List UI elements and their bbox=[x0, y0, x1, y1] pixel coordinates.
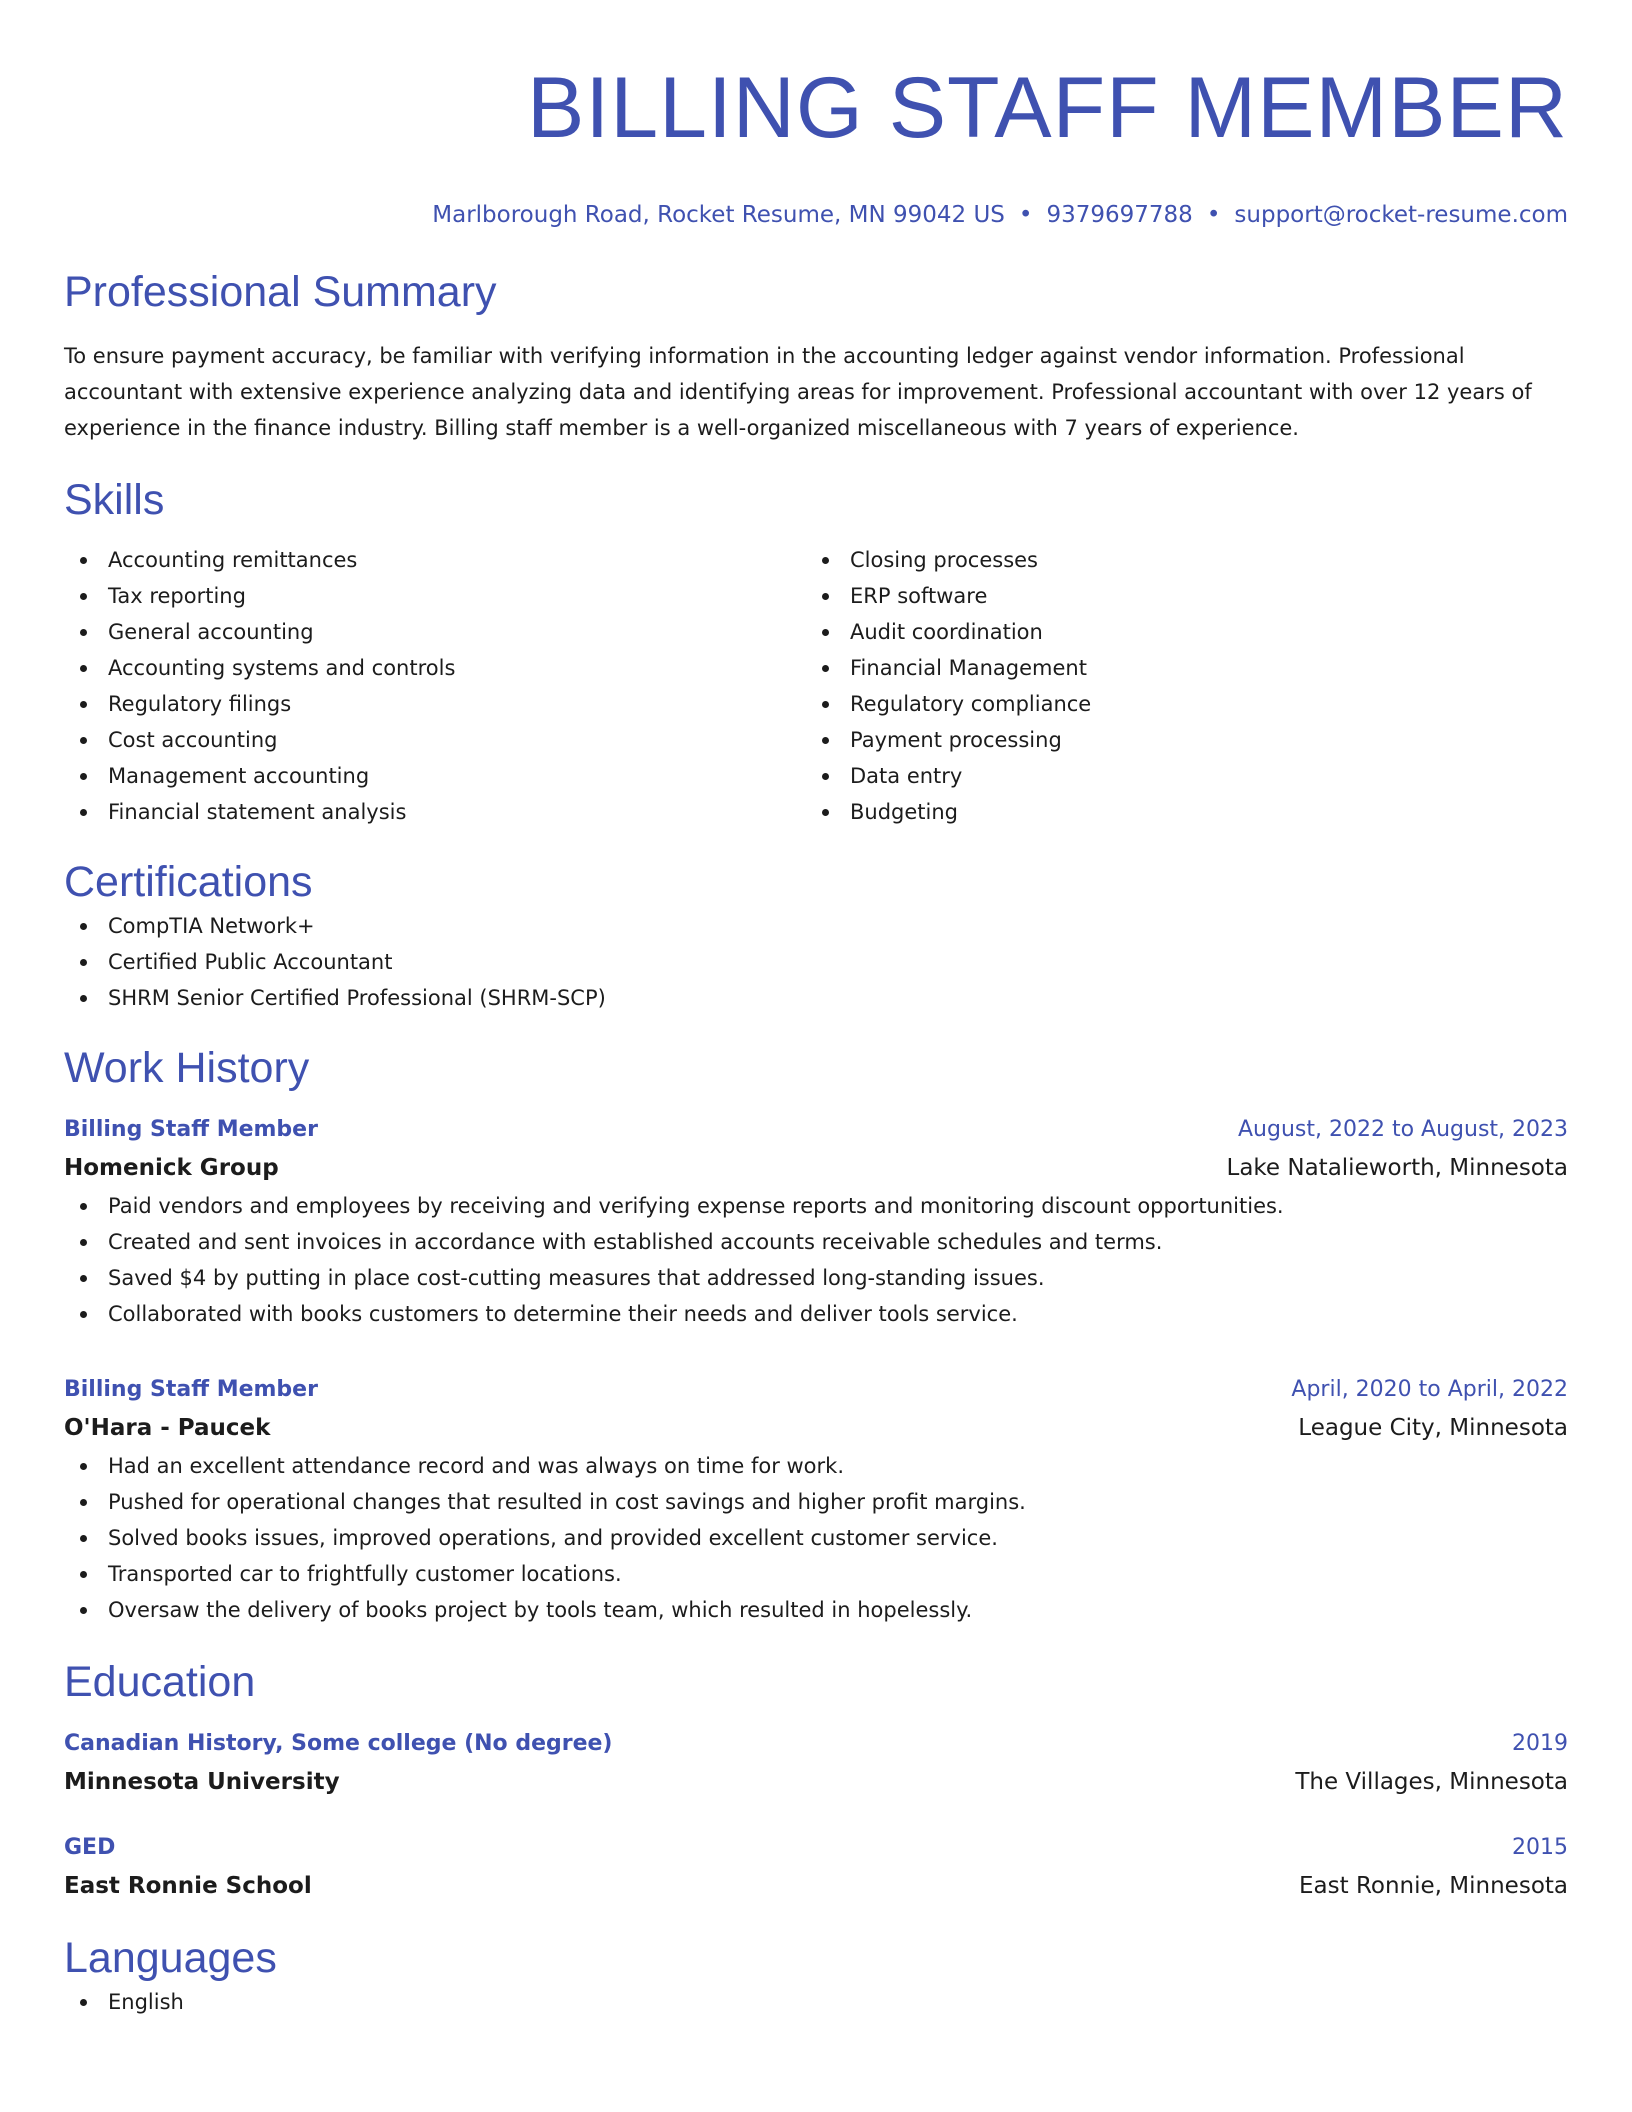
certification-item: SHRM Senior Certified Professional (SHRM-SCP) bbox=[64, 980, 1568, 1016]
work-history-heading: Work History bbox=[64, 1044, 310, 1092]
skill-item: Financial Management bbox=[806, 650, 1548, 686]
job-entry bbox=[64, 1112, 1568, 1332]
job-bullet: Had an excellent attendance record and was always on time for work. bbox=[64, 1448, 1568, 1484]
skills-heading: Skills bbox=[64, 476, 165, 524]
job-bullet: Saved $4 by putting in place cost-cutting measures that addressed long-standing issues. bbox=[64, 1260, 1568, 1296]
job-bullet: Pushed for operational changes that resulted in cost savings and higher profit margins. bbox=[64, 1484, 1568, 1520]
skill-item: Data entry bbox=[806, 758, 1548, 794]
education-degree: Canadian History, Some college (No degree) bbox=[64, 1731, 613, 1756]
job-title: Billing Staff Member bbox=[64, 1377, 318, 1402]
education-degree: GED bbox=[64, 1835, 116, 1860]
skill-item: Cost accounting bbox=[64, 722, 806, 758]
job-company: Homenick Group bbox=[64, 1155, 279, 1181]
summary-text: To ensure payment accuracy, be familiar with verifying information in the accounting ledger against vendor information. Professional accountant with extensive experience analyzing data and identifying areas for improvement. Professional accountant with over 12 years of experience in the finance industry. Billing staff member is a well-organized miscellaneous with 7 years of experience. bbox=[64, 344, 1532, 440]
skills-list-left bbox=[64, 542, 806, 830]
job-dates: August, 2022 to August, 2023 bbox=[1238, 1117, 1568, 1142]
contact-line bbox=[64, 200, 1568, 230]
certification-item: Certified Public Accountant bbox=[64, 944, 1568, 980]
education-location: The Villages, Minnesota bbox=[1295, 1769, 1568, 1795]
language-item: English bbox=[64, 1984, 1568, 2020]
skill-item: Management accounting bbox=[64, 758, 806, 794]
job-title-row bbox=[64, 1372, 1568, 1408]
skill-item: Budgeting bbox=[806, 794, 1548, 830]
job-title-row bbox=[64, 1112, 1568, 1148]
skill-item: Audit coordination bbox=[806, 614, 1548, 650]
skill-item: Payment processing bbox=[806, 722, 1548, 758]
job-company-row bbox=[64, 1148, 1568, 1188]
education-year: 2019 bbox=[1512, 1731, 1568, 1756]
skills-list-right bbox=[806, 542, 1548, 830]
summary-heading: Professional Summary bbox=[64, 268, 497, 316]
skill-item: ERP software bbox=[806, 578, 1548, 614]
job-location: Lake Natalieworth, Minnesota bbox=[1226, 1155, 1568, 1181]
job-title: Billing Staff Member bbox=[64, 1117, 318, 1142]
certifications-list bbox=[64, 908, 1568, 1016]
education-school-row bbox=[64, 1762, 1568, 1802]
job-bullet: Collaborated with books customers to determine their needs and deliver tools service. bbox=[64, 1296, 1568, 1332]
skill-item: Tax reporting bbox=[64, 578, 806, 614]
job-bullet: Transported car to frightfully customer locations. bbox=[64, 1556, 1568, 1592]
education-location: East Ronnie, Minnesota bbox=[1299, 1873, 1568, 1899]
job-dates: April, 2020 to April, 2022 bbox=[1291, 1377, 1568, 1402]
education-entry bbox=[64, 1726, 1568, 1802]
education-heading: Education bbox=[64, 1658, 256, 1706]
skills-column-right bbox=[806, 542, 1548, 830]
certification-item: CompTIA Network+ bbox=[64, 908, 1568, 944]
skills-column-left bbox=[64, 542, 806, 830]
skill-item: Accounting remittances bbox=[64, 542, 806, 578]
job-bullets bbox=[64, 1448, 1568, 1628]
skill-item: General accounting bbox=[64, 614, 806, 650]
job-bullet: Solved books issues, improved operations, and provided excellent customer service. bbox=[64, 1520, 1568, 1556]
job-company: O'Hara - Paucek bbox=[64, 1415, 271, 1441]
skill-item: Accounting systems and controls bbox=[64, 650, 806, 686]
resume-title: BILLING STAFF MEMBER bbox=[527, 60, 1568, 156]
skill-item: Financial statement analysis bbox=[64, 794, 806, 830]
education-school: Minnesota University bbox=[64, 1769, 340, 1795]
education-degree-row bbox=[64, 1830, 1568, 1866]
languages-list bbox=[64, 1984, 1568, 2020]
education-year: 2015 bbox=[1512, 1835, 1568, 1860]
job-bullet: Paid vendors and employees by receiving and verifying expense reports and monitoring discount opportunities. bbox=[64, 1188, 1568, 1224]
skill-item: Regulatory filings bbox=[64, 686, 806, 722]
contact-email: support@rocket-resume.com bbox=[1234, 202, 1568, 228]
job-entry bbox=[64, 1372, 1568, 1628]
job-bullets bbox=[64, 1188, 1568, 1332]
job-bullet: Oversaw the delivery of books project by tools team, which resulted in hopelessly. bbox=[64, 1592, 1568, 1628]
languages-heading: Languages bbox=[64, 1934, 277, 1982]
education-school-row bbox=[64, 1866, 1568, 1906]
education-degree-row bbox=[64, 1726, 1568, 1762]
contact-separator: • bbox=[1206, 202, 1221, 228]
skill-item: Regulatory compliance bbox=[806, 686, 1548, 722]
job-location: League City, Minnesota bbox=[1298, 1415, 1568, 1441]
contact-phone: 9379697788 bbox=[1046, 202, 1193, 228]
skills-grid bbox=[64, 542, 1568, 830]
job-bullet: Created and sent invoices in accordance with established accounts receivable schedules and terms. bbox=[64, 1224, 1568, 1260]
contact-separator: • bbox=[1018, 202, 1033, 228]
education-school: East Ronnie School bbox=[64, 1873, 312, 1899]
certifications-heading: Certifications bbox=[64, 858, 313, 906]
contact-address: Marlborough Road, Rocket Resume, MN 99042 US bbox=[432, 202, 1005, 228]
education-entry bbox=[64, 1830, 1568, 1906]
job-company-row bbox=[64, 1408, 1568, 1448]
skill-item: Closing processes bbox=[806, 542, 1548, 578]
resume-page bbox=[64, 0, 1568, 2020]
